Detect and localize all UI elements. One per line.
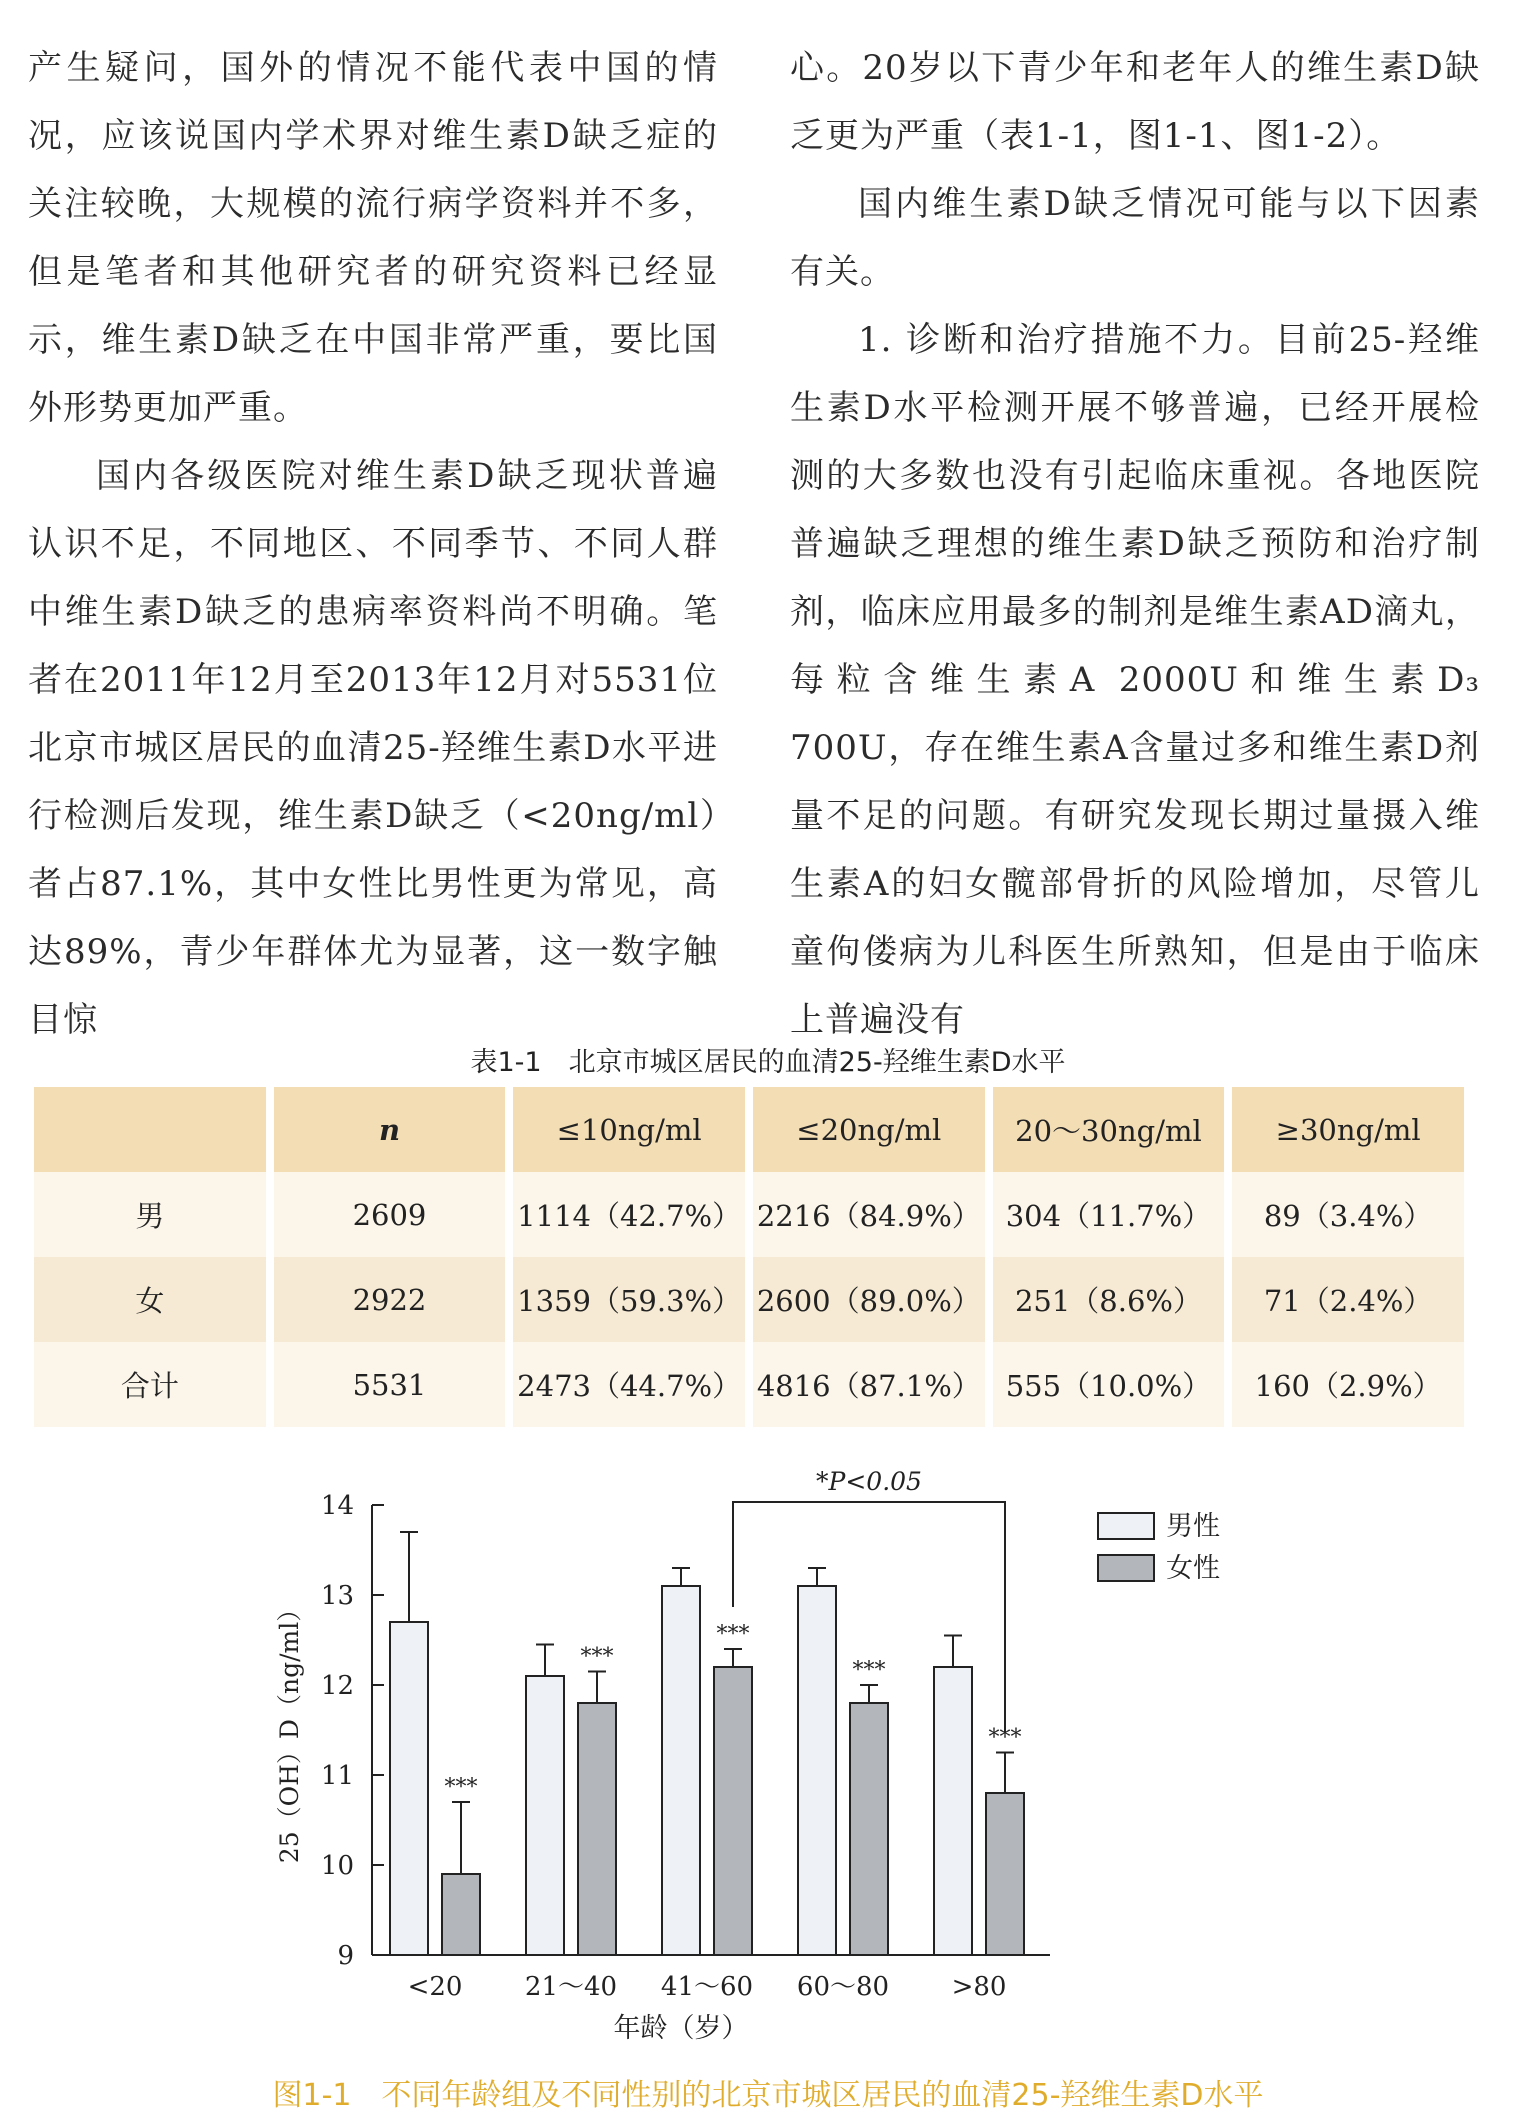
table-row <box>34 1342 1464 1427</box>
cell-le20: 2216（84.9%） <box>753 1172 985 1257</box>
left-column <box>28 34 718 1054</box>
significance-mark: *** <box>852 1658 886 1683</box>
table-row <box>34 1257 1464 1342</box>
y-tick-label: 13 <box>320 1581 354 1611</box>
table-caption: 表1-1 北京市城区居民的血清25-羟维生素D水平 <box>470 1047 1066 1078</box>
cell-le10: 2473（44.7%） <box>513 1342 745 1427</box>
right-column <box>790 34 1480 1054</box>
cell-group: 女 <box>34 1257 266 1342</box>
y-axis-label: 25（OH）D（ng/ml） <box>275 1596 304 1864</box>
x-tick-label: 60～80 <box>796 1972 890 2002</box>
y-tick-label: 12 <box>320 1671 354 1701</box>
bar-male <box>934 1667 972 1955</box>
header-le20: ≤20ng/ml <box>753 1087 985 1172</box>
bar-female <box>986 1793 1024 1955</box>
bar-male <box>798 1586 836 1955</box>
left-paragraph-2: 国内各级医院对维生素D缺乏现状普遍认识不足，不同地区、不同季节、不同人群中维生素D缺乏的患病率资料尚不明确。笔者在2011年12月至2013年12月对5531位北京市城区居民的血清25-羟维生素D水平进行检测后发现，维生素D缺乏（<20ng/ml）者占87.1%，其中女性比男性更为常见，高达89%，青少年群体尤为显著，这一数字触目惊 <box>28 456 718 1040</box>
cell-20-30: 304（11.7%） <box>993 1172 1225 1257</box>
left-paragraph-1: 产生疑问，国外的情况不能代表中国的情况，应该说国内学术界对维生素D缺乏症的关注较晚，大规模的流行病学资料并不多，但是笔者和其他研究者的研究资料已经显示，维生素D缺乏在中国非常严重，要比国外形势更加严重。 <box>28 48 718 428</box>
cell-le20: 2600（89.0%） <box>753 1257 985 1342</box>
bar-female <box>442 1874 480 1955</box>
legend-swatch-male <box>1098 1513 1154 1539</box>
legend-label-male: 男性 <box>1166 1511 1220 1542</box>
figure-caption: 图1-1 不同年龄组及不同性别的北京市城区居民的血清25-羟维生素D水平 <box>272 2078 1264 2113</box>
bar-female <box>578 1703 616 1955</box>
cell-group: 合计 <box>34 1342 266 1427</box>
y-tick-label: 14 <box>320 1491 354 1521</box>
table-header-row <box>34 1087 1464 1172</box>
cell-ge30: 71（2.4%） <box>1232 1257 1464 1342</box>
y-tick-label: 9 <box>337 1941 354 1971</box>
bar-male <box>390 1622 428 1955</box>
right-paragraph-2: 国内维生素D缺乏情况可能与以下因素有关。 <box>790 184 1480 292</box>
cell-20-30: 555（10.0%） <box>993 1342 1225 1427</box>
cell-group: 男 <box>34 1172 266 1257</box>
x-tick-label: 21～40 <box>524 1972 618 2002</box>
header-20-30: 20～30ng/ml <box>993 1087 1225 1172</box>
bar-chart <box>0 1455 1536 2055</box>
x-tick-label: <20 <box>407 1972 463 2002</box>
legend-label-female: 女性 <box>1166 1553 1220 1584</box>
cell-n: 5531 <box>274 1342 506 1427</box>
x-axis-label: 年龄（岁） <box>613 2013 749 2044</box>
cell-le10: 1114（42.7%） <box>513 1172 745 1257</box>
cell-20-30: 251（8.6%） <box>993 1257 1225 1342</box>
right-paragraph-1: 心。20岁以下青少年和老年人的维生素D缺乏更为严重（表1-1，图1-1、图1-2）。 <box>790 48 1480 156</box>
significance-mark: *** <box>444 1775 478 1800</box>
significance-label: *P<0.05 <box>816 1467 922 1496</box>
bar-female <box>714 1667 752 1955</box>
right-paragraph-3: 1. 诊断和治疗措施不力。目前25-羟维生素D水平检测开展不够普遍，已经开展检测的大多数也没有引起临床重视。各地医院普遍缺乏理想的维生素D缺乏预防和治疗制剂，临床应用最多的制剂是维生素AD滴丸，每粒含维生素A 2000U和维生素D₃ 700U，存在维生素A含量过多和维生素D剂量不足的问题。有研究发现长期过量摄入维生素A的妇女髋部骨折的风险增加，尽管儿童佝偻病为儿科医生所熟知，但是由于临床上普遍没有 <box>790 320 1480 1040</box>
header-empty <box>34 1087 266 1172</box>
cell-le20: 4816（87.1%） <box>753 1342 985 1427</box>
header-n: n <box>274 1087 506 1172</box>
header-ge30: ≥30ng/ml <box>1232 1087 1464 1172</box>
cell-n: 2922 <box>274 1257 506 1342</box>
cell-n: 2609 <box>274 1172 506 1257</box>
significance-mark: *** <box>580 1644 614 1670</box>
vitamin-d-table <box>26 1087 1472 1427</box>
significance-mark: *** <box>716 1622 750 1647</box>
table-row <box>34 1172 1464 1257</box>
cell-ge30: 160（2.9%） <box>1232 1342 1464 1427</box>
cell-ge30: 89（3.4%） <box>1232 1172 1464 1257</box>
x-tick-label: >80 <box>951 1972 1007 2002</box>
bar-male <box>662 1586 700 1955</box>
bar-female <box>850 1703 888 1955</box>
cell-le10: 1359（59.3%） <box>513 1257 745 1342</box>
significance-mark: *** <box>988 1725 1022 1751</box>
y-tick-label: 10 <box>320 1851 354 1881</box>
x-tick-label: 41～60 <box>660 1972 754 2002</box>
header-le10: ≤10ng/ml <box>513 1087 745 1172</box>
y-tick-label: 11 <box>320 1761 354 1791</box>
bar-male <box>526 1676 564 1955</box>
legend-swatch-female <box>1098 1555 1154 1581</box>
